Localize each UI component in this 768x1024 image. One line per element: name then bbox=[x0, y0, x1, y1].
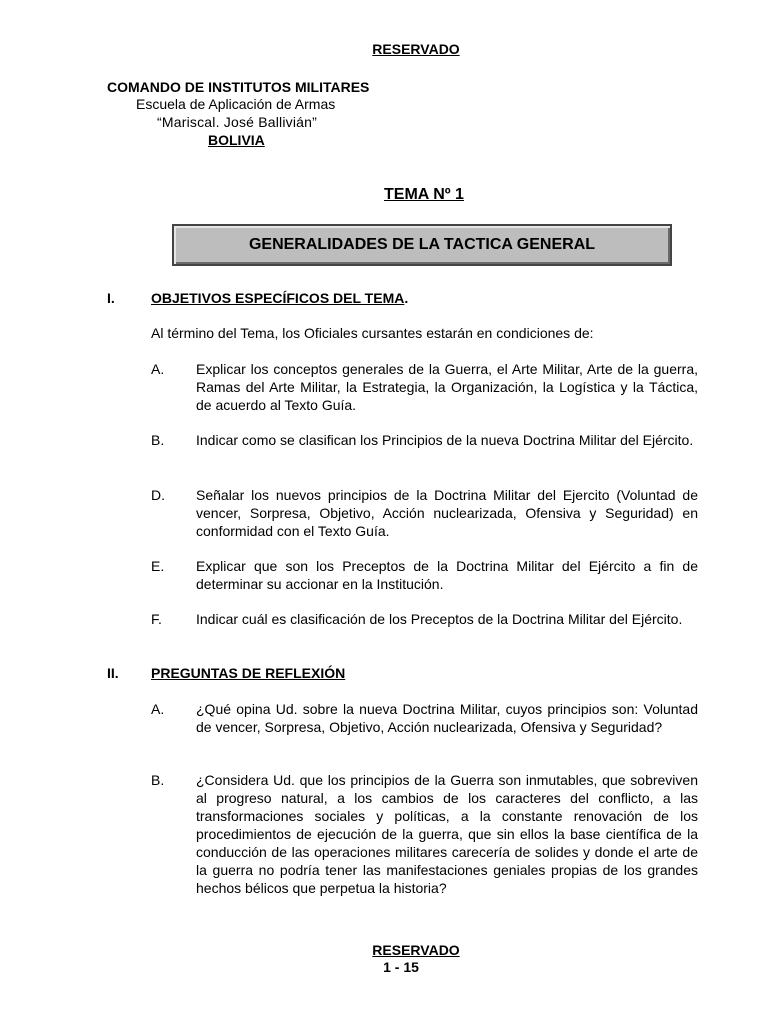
section1-item-text: Señalar los nuevos principios de la Doctrina Militar del Ejercito (Voluntad de vencer, Sorpresa, Objetivo, Acción nuclearizada, Ofensiva y Seguridad) en conformidad con el Texto Guía. bbox=[196, 487, 698, 539]
section1-heading bbox=[151, 289, 408, 307]
section1-item-letter: B. bbox=[151, 432, 165, 448]
section1-item-letter: E. bbox=[151, 558, 165, 574]
section1-heading-suffix: . bbox=[404, 290, 409, 306]
topic-title: GENERALIDADES DE LA TACTICA GENERAL bbox=[248, 236, 596, 253]
section1-intro: Al término del Tema, los Oficiales cursantes estarán en condiciones de: bbox=[151, 325, 594, 341]
classification-header: RESERVADO bbox=[372, 41, 460, 57]
section1-item-text: Indicar cuál es clasificación de los Preceptos de la Doctrina Militar del Ejército. bbox=[196, 611, 683, 627]
school-honorific: “Mariscal. José Ballivián” bbox=[157, 114, 318, 130]
section2-heading: PREGUNTAS DE REFLEXIÓN bbox=[151, 665, 346, 681]
section2-item-text: ¿Qué opina Ud. sobre la nueva Doctrina Militar, cuyos principios son: Voluntad de vencer, Sorpresa, Objetivo, Acción nuclearizada, Ofensiva y Seguridad? bbox=[196, 701, 698, 735]
page-number: 1 - 15 bbox=[383, 959, 419, 975]
section2-item-letter: A. bbox=[151, 701, 165, 717]
command-name: COMANDO DE INSTITUTOS MILITARES bbox=[107, 79, 370, 95]
section2-item-letter: B. bbox=[151, 772, 165, 788]
section1-heading-text: OBJETIVOS ESPECÍFICOS DEL TEMA bbox=[151, 290, 405, 306]
topic-number: TEMA Nº 1 bbox=[384, 186, 464, 203]
section1-item-text: Explicar los conceptos generales de la Guerra, el Arte Militar, Arte de la guerra, Ramas del Arte Militar, la Estrategia, la Organización, la Logística y la Táctica, de acuerdo al Texto Guía. bbox=[196, 361, 698, 413]
section1-item-text: Explicar que son los Preceptos de la Doctrina Militar del Ejército a fin de determinar su accionar en la Institución. bbox=[196, 558, 698, 592]
school-name: Escuela de Aplicación de Armas bbox=[136, 96, 336, 112]
section2-numeral: II. bbox=[107, 665, 119, 681]
section1-numeral: I. bbox=[107, 290, 115, 306]
classification-footer: RESERVADO bbox=[372, 942, 460, 958]
section1-item-letter: D. bbox=[151, 487, 165, 503]
country-name: BOLIVIA bbox=[208, 132, 265, 148]
section1-item-letter: F. bbox=[151, 611, 162, 627]
section2-item-text: ¿Considera Ud. que los principios de la Guerra son inmutables, que sobreviven al progreso natural, a los cambios de los caracteres del conflicto, a las transformaciones sociales y políticas, a la constante renovación de los procedimientos de ejecución de la guerra, que sin ellos la base científica de la conducción de las operaciones militares carecería de solides y donde el arte de la guerra no podría tener las manifestaciones geniales propias de los grandes hechos bélicos que perpetua la historia? bbox=[196, 772, 698, 896]
section1-item-text: Indicar como se clasifican los Principios de la nueva Doctrina Militar del Ejército. bbox=[196, 432, 694, 448]
topic-title-box bbox=[172, 224, 672, 266]
section1-item-letter: A. bbox=[151, 361, 165, 377]
